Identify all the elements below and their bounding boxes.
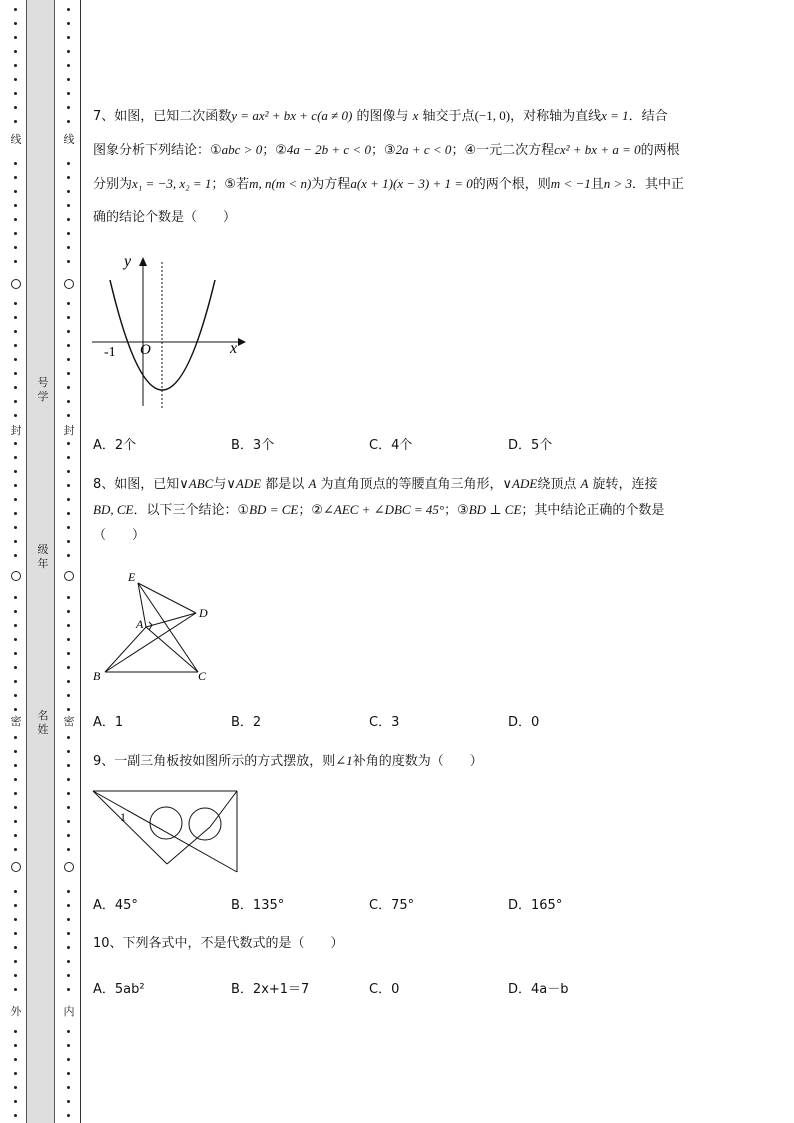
option-c[interactable]: C．0 <box>369 982 400 997</box>
margin-dot <box>14 190 17 193</box>
margin-dot <box>14 246 17 249</box>
margin-dot <box>14 22 17 25</box>
margin-dot <box>14 106 17 109</box>
margin-dot <box>67 190 70 193</box>
margin-dot <box>14 232 17 235</box>
q9-options <box>93 894 753 912</box>
margin-dot <box>67 1100 70 1103</box>
margin-dot <box>14 92 17 95</box>
margin-dot <box>67 78 70 81</box>
margin-dot <box>67 358 70 361</box>
margin-dot <box>14 442 17 445</box>
margin-dot <box>14 792 17 795</box>
q7-math: n > 3 <box>603 176 633 191</box>
margin-dot <box>14 680 17 683</box>
margin-circle <box>11 571 21 581</box>
margin-dot <box>14 918 17 921</box>
margin-dot <box>14 988 17 991</box>
margin-dot <box>67 960 70 963</box>
margin-dot <box>14 974 17 977</box>
margin-dot <box>14 890 17 893</box>
margin-dot <box>14 512 17 515</box>
margin-dot <box>67 946 70 949</box>
margin-dot <box>67 470 70 473</box>
point-b-label: B <box>93 669 101 683</box>
q7-math: x₁ = −3, x₂ = 1 <box>132 176 212 191</box>
margin-dot <box>14 36 17 39</box>
margin-dot <box>14 1030 17 1033</box>
margin-dot <box>67 1044 70 1047</box>
q7-parabola-figure <box>92 250 247 412</box>
segment-ed <box>138 583 196 613</box>
q7-line-3 <box>93 175 753 194</box>
margin-dot <box>14 64 17 67</box>
margin-dot <box>14 610 17 613</box>
q8-options <box>93 711 753 729</box>
option-b[interactable]: B．2 <box>231 715 262 730</box>
margin-dot <box>14 932 17 935</box>
margin-dot <box>14 960 17 963</box>
q7-math: y = ax² + bx + c(a ≠ 0) <box>231 108 353 123</box>
margin-dot <box>67 246 70 249</box>
margin-dot <box>14 708 17 711</box>
q7-text: 且 <box>590 177 604 192</box>
margin-dot <box>67 1114 70 1117</box>
q8-triangles-figure <box>88 566 220 688</box>
margin-dot <box>67 890 70 893</box>
q7-math: cx² + bx + a = 0 <box>554 142 641 157</box>
margin-dot <box>14 1100 17 1103</box>
left-circle-hole <box>150 807 182 839</box>
margin-dot <box>67 848 70 851</box>
margin-dot <box>67 372 70 375</box>
margin-dot <box>14 904 17 907</box>
margin-dot <box>67 918 70 921</box>
margin-char-nei: 内 <box>63 1005 75 1018</box>
margin-dot <box>67 400 70 403</box>
margin-dot <box>67 610 70 613</box>
margin-dot <box>67 120 70 123</box>
margin-dot <box>67 1072 70 1075</box>
option-c[interactable]: C．4个 <box>369 438 413 453</box>
margin-dot <box>67 218 70 221</box>
margin-dot <box>14 372 17 375</box>
segment-ad <box>146 613 196 627</box>
margin-char-wai: 外 <box>10 1005 22 1018</box>
q7-line-4: 确的结论个数是（ ） <box>93 210 237 225</box>
q7-text: 图象分析下列结论：① <box>93 143 222 158</box>
q8-math: A <box>580 476 589 491</box>
q8-math: BD, CE <box>93 502 134 517</box>
right-circle-hole <box>189 808 221 840</box>
margin-dot <box>67 708 70 711</box>
option-b[interactable]: B．3个 <box>231 438 275 453</box>
option-b[interactable]: B．2x+1＝7 <box>231 982 310 997</box>
margin-char-xian-inner: 线 <box>63 133 75 146</box>
margin-dot <box>67 1058 70 1061</box>
q8-text: 8、如图，已知 <box>93 477 180 492</box>
q8-math: ∨ADE <box>502 476 538 491</box>
neg-one-label: -1 <box>104 345 116 360</box>
margin-dot <box>14 820 17 823</box>
margin-dot <box>67 974 70 977</box>
margin-dot <box>67 1086 70 1089</box>
margin-dot <box>14 736 17 739</box>
margin-dot <box>14 470 17 473</box>
margin-dot <box>67 498 70 501</box>
margin-dot <box>67 764 70 767</box>
q8-math: ∨ABC <box>179 476 214 491</box>
margin-dot <box>67 442 70 445</box>
margin-dot <box>14 1058 17 1061</box>
margin-dot <box>14 540 17 543</box>
margin-dot <box>67 8 70 11</box>
margin-dot <box>14 218 17 221</box>
margin-dot <box>67 316 70 319</box>
label-char: 学 <box>37 390 49 403</box>
margin-dot <box>67 932 70 935</box>
label-char: 名 <box>37 709 49 722</box>
option-b[interactable]: B．135° <box>231 898 285 913</box>
margin-dot <box>67 988 70 991</box>
point-d-label: D <box>199 606 208 620</box>
margin-char-feng-inner: 封 <box>63 424 75 437</box>
margin-dot <box>67 64 70 67</box>
margin-dot <box>14 694 17 697</box>
margin-circle <box>64 279 74 289</box>
q7-math: x <box>412 108 419 123</box>
q7-text: 的两根 <box>640 143 680 158</box>
margin-dot <box>67 330 70 333</box>
margin-dot <box>67 204 70 207</box>
margin-dot <box>67 50 70 53</box>
margin-circle <box>64 571 74 581</box>
margin-dot <box>67 638 70 641</box>
q7-line-1 <box>93 107 753 126</box>
segment-bd <box>105 613 196 672</box>
student-id-label <box>36 376 50 404</box>
margin-dot <box>14 554 17 557</box>
q7-math: abc > 0 <box>221 142 263 157</box>
q7-line-2 <box>93 141 753 160</box>
margin-dot <box>14 204 17 207</box>
q7-math: 2a + c < 0 <box>395 142 452 157</box>
margin-dot <box>14 358 17 361</box>
q8-line-2 <box>93 501 753 520</box>
binding-margin <box>0 0 84 1123</box>
q9-text: 9、一副三角板按如图所示的方式摆放，则 <box>93 754 336 769</box>
margin-dot <box>14 1086 17 1089</box>
margin-dot <box>67 554 70 557</box>
q7-text: ；⑤若 <box>211 177 250 192</box>
q7-options <box>93 434 753 452</box>
q7-text: ，对称轴为直线 <box>510 109 602 124</box>
q7-math: m < −1 <box>550 176 591 191</box>
label-char: 年 <box>37 557 49 570</box>
q8-line-1 <box>93 475 753 494</box>
q7-text: 的两个根，则 <box>472 177 551 192</box>
margin-dot <box>14 162 17 165</box>
margin-dot <box>67 652 70 655</box>
margin-dot <box>14 400 17 403</box>
margin-dot <box>14 1072 17 1075</box>
margin-dot <box>14 1114 17 1117</box>
q7-text: ．结合 <box>628 109 668 124</box>
margin-dot <box>67 778 70 781</box>
margin-dot <box>14 1044 17 1047</box>
q7-math: x = 1 <box>601 108 629 123</box>
x-axis-arrow <box>238 338 246 346</box>
q7-math: m, n(m < n) <box>249 176 312 191</box>
q8-text: 与 <box>213 477 227 492</box>
y-axis-arrow <box>139 257 147 266</box>
margin-dot <box>14 176 17 179</box>
margin-dot <box>14 946 17 949</box>
label-char: 号 <box>37 376 49 389</box>
right-square-hypotenuse <box>93 791 237 872</box>
q8-text: 绕顶点 <box>537 477 581 492</box>
margin-circle <box>11 862 21 872</box>
margin-dot <box>67 260 70 263</box>
option-c[interactable]: C．75° <box>369 898 415 913</box>
q7-text: 为方程 <box>311 177 351 192</box>
q8-math: A <box>308 476 317 491</box>
margin-dot <box>67 302 70 305</box>
margin-dot <box>67 750 70 753</box>
margin-dot <box>67 232 70 235</box>
q10-options <box>93 978 753 996</box>
outer-dotted-cut-line <box>10 0 22 1123</box>
margin-dot <box>67 820 70 823</box>
margin-dot <box>14 624 17 627</box>
q9-math: ∠1 <box>335 753 353 768</box>
margin-dot <box>67 344 70 347</box>
margin-dot <box>14 778 17 781</box>
margin-dot <box>14 120 17 123</box>
q8-text: ；③ <box>444 503 469 518</box>
margin-dot <box>14 652 17 655</box>
inner-dotted-cut-line <box>63 0 75 1123</box>
margin-dot <box>67 736 70 739</box>
margin-dot <box>67 386 70 389</box>
margin-dot <box>67 540 70 543</box>
label-char: 姓 <box>37 723 49 736</box>
margin-dot <box>67 22 70 25</box>
point-e-label: E <box>128 570 136 584</box>
q8-math: BD = CE <box>249 502 299 517</box>
q7-text: 的图像与 <box>352 109 413 124</box>
margin-char-feng-outer: 封 <box>10 424 22 437</box>
q8-math: BD ⊥ CE <box>468 502 522 517</box>
q9-text: 补角的度数为（ ） <box>352 754 483 769</box>
q7-text: ．其中正 <box>632 177 685 192</box>
q9-line-1 <box>93 752 753 771</box>
margin-dot <box>14 638 17 641</box>
q7-text: 分别为 <box>93 177 133 192</box>
option-d[interactable]: D．0 <box>508 715 540 730</box>
margin-dot <box>14 316 17 319</box>
margin-dot <box>14 484 17 487</box>
margin-dot <box>67 666 70 669</box>
margin-rule <box>80 0 81 1123</box>
option-a[interactable]: A．1 <box>93 715 124 730</box>
margin-dot <box>67 92 70 95</box>
q7-text: 7、如图，已知二次函数 <box>93 109 232 124</box>
option-d[interactable]: D．165° <box>508 898 563 913</box>
name-label <box>36 709 50 737</box>
margin-dot <box>67 806 70 809</box>
margin-circle <box>11 279 21 289</box>
option-d[interactable]: D．4a－b <box>508 982 569 997</box>
q7-math: (−1, 0) <box>474 108 511 123</box>
margin-dot <box>67 414 70 417</box>
margin-dot <box>14 50 17 53</box>
margin-dot <box>14 386 17 389</box>
option-d[interactable]: D．5个 <box>508 438 553 453</box>
margin-dot <box>14 8 17 11</box>
margin-dot <box>67 526 70 529</box>
margin-dot <box>67 484 70 487</box>
option-a[interactable]: A．45° <box>93 898 138 913</box>
margin-dot <box>14 302 17 305</box>
q7-text: ；② <box>262 143 287 158</box>
margin-dot <box>67 834 70 837</box>
angle-1-label: 1 <box>120 810 126 824</box>
margin-dot <box>67 904 70 907</box>
margin-char-mi-inner: 密 <box>63 715 75 728</box>
margin-dot <box>67 36 70 39</box>
margin-dot <box>14 498 17 501</box>
point-a-label: A <box>136 617 144 631</box>
q10-line-1: 10、下列各式中，不是代数式的是（ ） <box>93 936 344 951</box>
margin-dot <box>67 162 70 165</box>
q8-line-3: （ ） <box>93 528 146 543</box>
q8-text: ．以下三个结论：① <box>133 503 250 518</box>
margin-dot <box>14 806 17 809</box>
q8-text: 旋转，连接 <box>588 477 658 492</box>
x-axis-label: x <box>230 340 238 357</box>
q7-math: a(x + 1)(x − 3) + 1 = 0 <box>350 176 473 191</box>
margin-dot <box>14 834 17 837</box>
q8-math: ∠AEC + ∠DBC = 45° <box>322 502 445 517</box>
margin-dot <box>67 456 70 459</box>
margin-dot <box>14 764 17 767</box>
option-a[interactable]: A．5ab² <box>93 982 145 997</box>
margin-dot <box>14 848 17 851</box>
margin-dot <box>67 512 70 515</box>
margin-dot <box>67 176 70 179</box>
margin-dot <box>67 624 70 627</box>
q8-math: ∨ADE <box>226 476 262 491</box>
q8-text: ；其中结论正确的个数是 <box>521 503 665 518</box>
margin-dot <box>14 344 17 347</box>
left-square-hypotenuse <box>93 791 167 864</box>
margin-dot <box>67 792 70 795</box>
margin-dot <box>14 456 17 459</box>
y-axis-label: y <box>124 253 132 270</box>
margin-char-mi-outer: 密 <box>10 715 22 728</box>
margin-dot <box>14 260 17 263</box>
q7-text: ；③ <box>370 143 396 158</box>
margin-dot <box>67 680 70 683</box>
margin-dot <box>67 106 70 109</box>
margin-dot <box>14 596 17 599</box>
margin-dot <box>14 666 17 669</box>
margin-dot <box>67 596 70 599</box>
margin-dot <box>14 526 17 529</box>
q7-text: ；④一元二次方程 <box>451 143 555 158</box>
margin-dot <box>67 1030 70 1033</box>
label-char: 级 <box>37 543 49 556</box>
left-square-edge <box>167 827 210 864</box>
point-c-label: C <box>198 669 207 683</box>
margin-char-xian-outer: 线 <box>10 133 22 146</box>
margin-dot <box>14 78 17 81</box>
margin-circle <box>64 862 74 872</box>
q7-math: 4a − 2b + c < 0 <box>286 142 371 157</box>
q8-text: 都是以 <box>261 477 309 492</box>
q8-text: ；② <box>298 503 323 518</box>
margin-dot <box>14 750 17 753</box>
origin-label: O <box>140 342 151 358</box>
option-a[interactable]: A．2个 <box>93 438 137 453</box>
right-square-top-edge <box>210 791 237 827</box>
margin-dot <box>14 414 17 417</box>
option-c[interactable]: C．3 <box>369 715 400 730</box>
margin-dot <box>67 694 70 697</box>
q8-text: 为直角顶点的等腰直角三角形， <box>316 477 503 492</box>
margin-dot <box>14 330 17 333</box>
grade-label <box>36 543 50 571</box>
q9-set-squares-figure <box>92 790 238 874</box>
q7-text: 轴交于点 <box>418 109 475 124</box>
